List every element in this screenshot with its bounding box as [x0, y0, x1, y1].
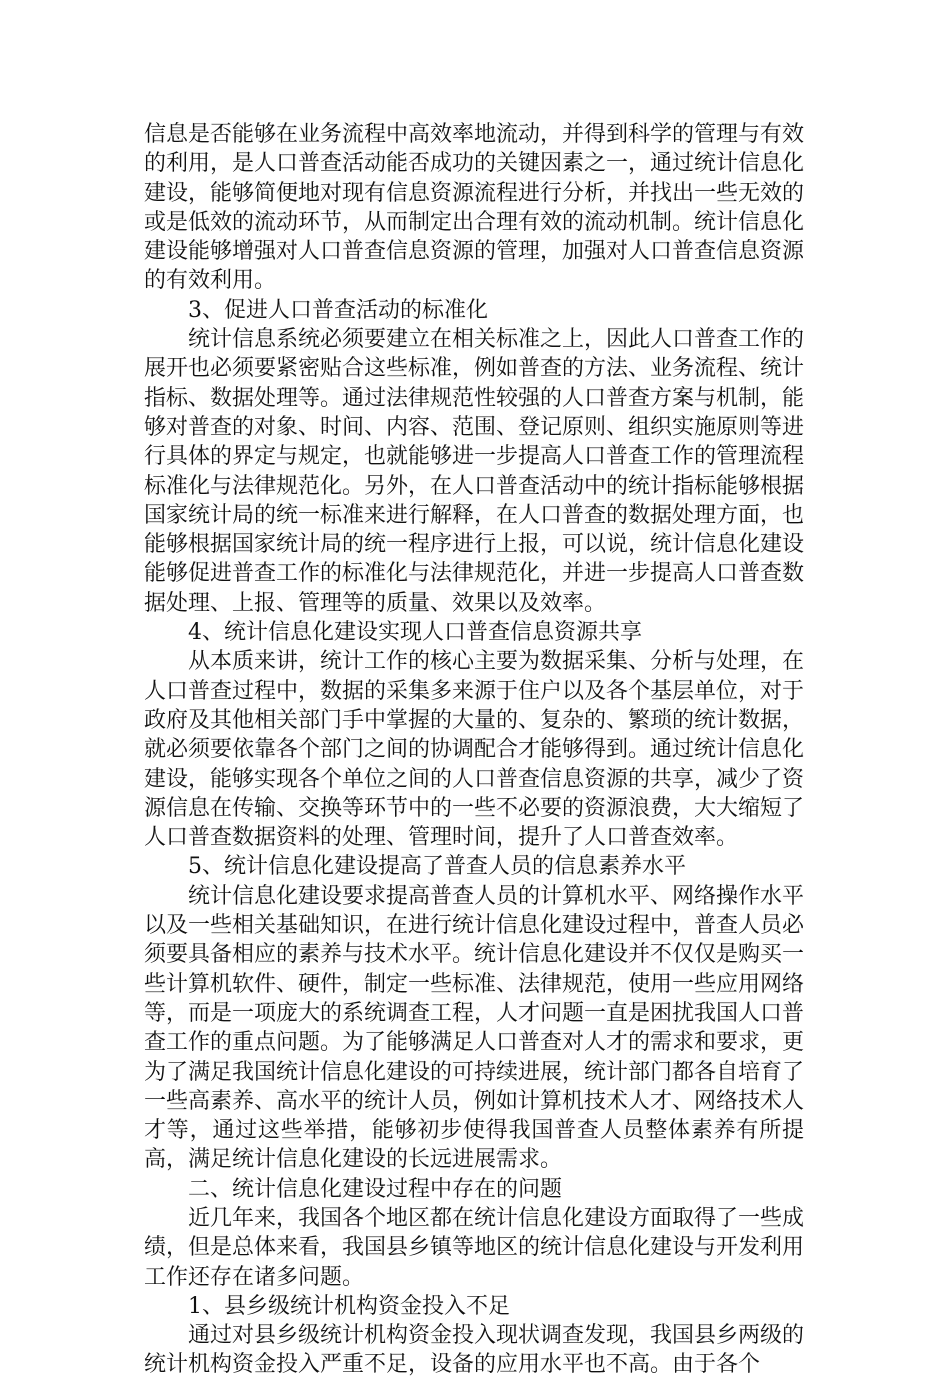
document-body	[144, 120, 804, 1380]
paragraph-section-2-intro: 近几年来，我国各个地区都在统计信息化建设方面取得了一些成绩，但是总体来看，我国县乡镇等地区的统计信息化建设与开发利用工作还存在诸多问题。	[144, 1205, 805, 1290]
heading-4-resource-sharing: 4、统计信息化建设实现人口普查信息资源共享	[188, 620, 642, 646]
heading-5-information-literacy: 5、统计信息化建设提高了普查人员的信息素养水平	[188, 854, 686, 880]
heading-2-1-funding: 1、县乡级统计机构资金投入不足	[188, 1293, 510, 1319]
paragraph-resource-sharing: 从本质来讲，统计工作的核心主要为数据采集、分析与处理，在人口普查过程中，数据的采集多来源于住户以及各个基层单位，对于政府及其他相关部门手中掌握的大量的、复杂的、繁琐的统计数据，就必须要依靠各个部门之间的协调配合才能够得到。通过统计信息化建设，能够实现各个单位之间的人口普查信息资源的共享，减少了资源信息在传输、交换等环节中的一些不必要的资源浪费，大大缩短了人口普查数据资料的处理、管理时间，提升了人口普查效率。	[144, 649, 805, 851]
heading-section-2-problems: 二、统计信息化建设过程中存在的问题	[188, 1176, 563, 1202]
paragraph-standardization: 统计信息系统必须要建立在相关标准之上，因此人口普查工作的展开也必须要紧密贴合这些标准，例如普查的方法、业务流程、统计指标、数据处理等。通过法律规范性较强的人口普查方案与机制，能够对普查的对象、时间、内容、范围、登记原则、组织实施原则等进行具体的界定与规定，也就能够进一步提高人口普查工作的管理流程标准化与法律规范化。另外，在人口普查活动中的统计指标能够根据国家统计局的统一标准来进行解释，在人口普查的数据处理方面，也能够根据国家统计局的统一程序进行上报，可以说，统计信息化建设能够促进普查工作的标准化与法律规范化，并进一步提高人口普查数据处理、上报、管理等的质量、效果以及效率。	[144, 327, 805, 616]
paragraph-intro: 信息是否能够在业务流程中高效率地流动，并得到科学的管理与有效的利用，是人口普查活动能否成功的关键因素之一，通过统计信息化建设，能够简便地对现有信息资源流程进行分析，并找出一些无效的或是低效的流动环节，从而制定出合理有效的流动机制。统计信息化建设能够增强对人口普查信息资源的管理，加强对人口普查信息资源的有效利用。	[144, 122, 805, 294]
paragraph-information-literacy: 统计信息化建设要求提高普查人员的计算机水平、网络操作水平以及一些相关基础知识，在进行统计信息化建设过程中，普查人员必须要具备相应的素养与技术水平。统计信息化建设并不仅仅是购买一些计算机软件、硬件，制定一些标准、法律规范，使用一些应用网络等，而是一项庞大的系统调查工程，人才问题一直是困扰我国人口普查工作的重点问题。为了能够满足人口普查对人才的需求和要求，更为了满足我国统计信息化建设的可持续进展，统计部门都各自培育了一些高素养、高水平的统计人员，例如计算机技术人才、网络技术人才等，通过这些举措，能够初步使得我国普查人员整体素养有所提高，满足统计信息化建设的长远进展需求。	[144, 883, 805, 1173]
paragraph-funding: 通过对县乡级统计机构资金投入现状调查发现，我国县乡两级的统计机构资金投入严重不足，设备的应用水平也不高。由于各个	[144, 1323, 805, 1378]
heading-3-standardization: 3、促进人口普查活动的标准化	[188, 297, 488, 323]
